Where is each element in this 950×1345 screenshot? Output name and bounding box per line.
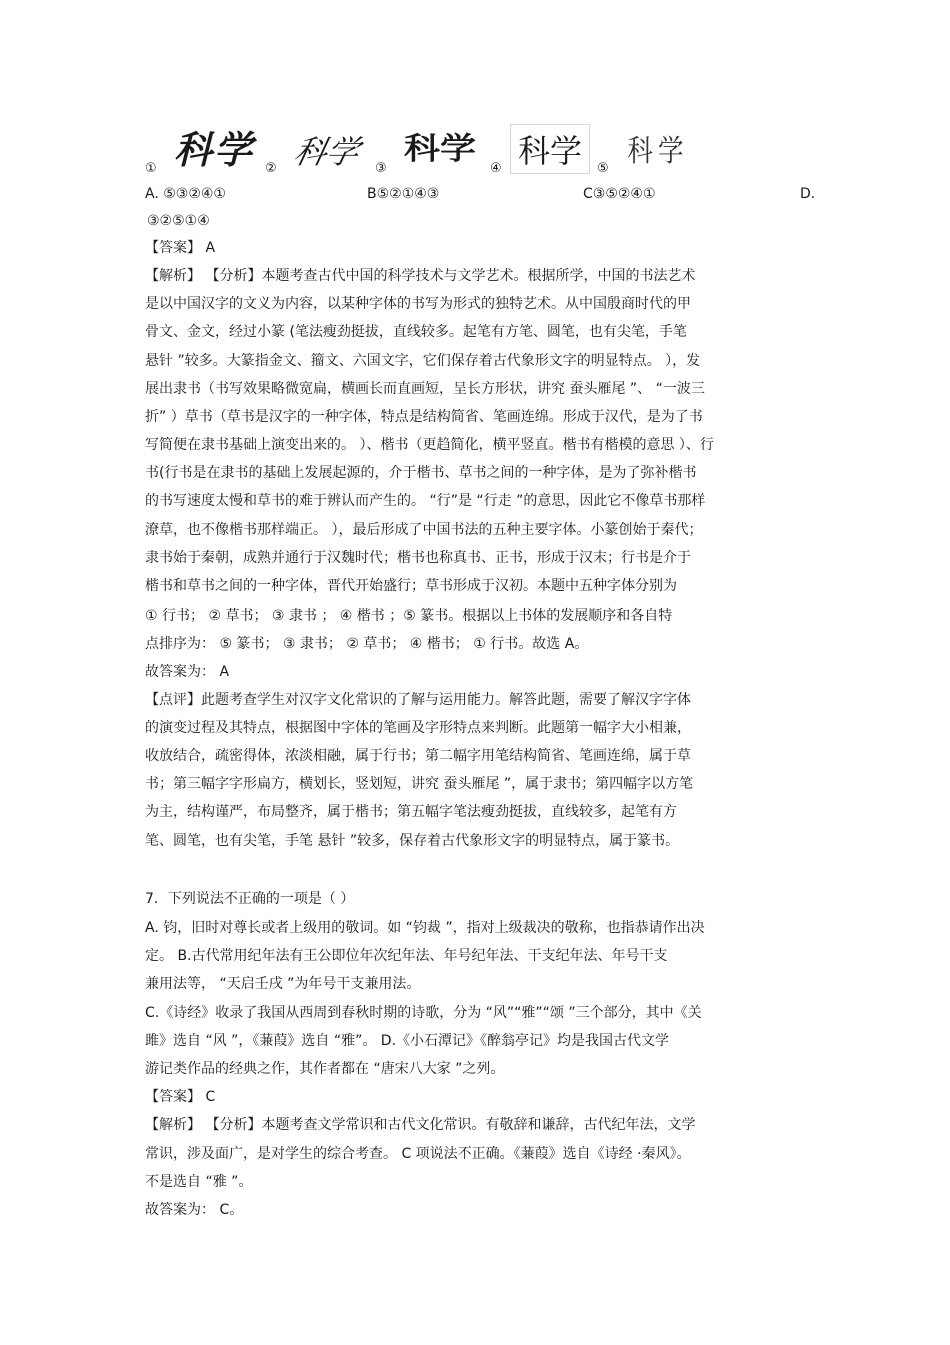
analysis-line: 骨文、金文，经过小篆 (笔法瘦劲挺拔，直线较多。起笔有方笔、圆笔，也有尖笔，手笔 (145, 324, 687, 340)
zhuanshu-image (619, 124, 697, 172)
analysis-line: 潦草，也不像楷书那样端正。 ），最后形成了中国书法的五种主要字体。小篆创始于秦代； (145, 522, 703, 538)
calligraphy-option-2 (265, 118, 375, 178)
analysis-line: 折” ）草书（草书是汉字的一种字体，特点是结构简省、笔画连绵。形成于汉代，是为了书 (145, 409, 703, 425)
analysis-line: 隶书始于秦朝，成熟并通行于汉魏时代；楷书也称真书、正书，形成于汉末；行书是介于 (145, 550, 691, 566)
option-a: A. ⑤③②④① (145, 186, 226, 202)
calligraphy-option-5 (597, 118, 707, 178)
lishu-image (397, 122, 483, 170)
option-number: ② (265, 161, 277, 176)
q7-line: A. 钧，旧时对尊长或者上级用的敬词。如 “钧裁 ”，指对上级裁决的敬称，也指恭请作出决 (145, 920, 705, 936)
xingshu-image (169, 118, 259, 174)
option-d: D. (800, 186, 816, 202)
q7-line: C.《诗经》收录了我国从西周到春秋时期的诗歌，分为 “风”“雅”“颂 ”三个部分，其中《关 (145, 1005, 702, 1021)
calligraphy-text: 科学 (290, 133, 363, 171)
comment-line: 笔、圆笔，也有尖笔，手笔 悬针 ”较多，保存着古代象形文字的明显特点，属于篆书。 (145, 833, 680, 849)
q7-final-answer: 故答案为： C。 (145, 1202, 244, 1218)
analysis-line: 展出隶书（书写效果略微宽扁，横画长而直画短，呈长方形状，讲究 蚕头雁尾 ”、 “一波三 (145, 381, 705, 397)
comment-line: 收放结合，疏密得体，浓淡相融，属于行书；第二幅字用笔结构简省、笔画连绵，属于草 (145, 748, 691, 764)
q6-options (145, 186, 815, 206)
analysis-line: 是以中国汉字的文义为内容，以某种字体的书写为形式的独特艺术。从中国殷商时代的甲 (145, 296, 691, 312)
option-d-continued: ③②⑤①④ (147, 213, 210, 229)
calligraphy-text: 科学 (173, 126, 254, 172)
q7-analysis-line: 不是选自 “雅 ”。 (145, 1174, 253, 1190)
comment-line: 【点评】此题考查学生对汉字文化常识的了解与运用能力。解答此题，需要了解汉字字体 (145, 692, 691, 708)
calligraphy-option-1 (145, 118, 265, 178)
option-c: C③⑤②④① (583, 186, 656, 202)
calligraphy-text: 科学 (517, 132, 582, 170)
analysis-line: 点排序为： ⑤ 篆书； ③ 隶书； ② 草书； ④ 楷书； ① 行书。故选 A。 (145, 636, 589, 652)
analysis-line: 写简便在隶书基础上演变出来的。 ）、楷书（更趋简化，横平竖直。楷书有楷模的意思 ）、行 (145, 437, 714, 453)
q7-line: 游记类作品的经典之作，其作者都在 “唐宋八大家 ”之列。 (145, 1061, 505, 1077)
analysis-line: 悬针 ”较多。大篆指金文、籀文、六国文字，它们保存着古代象形文字的明显特点。 ），发 (145, 353, 701, 369)
analysis-line: ① 行书； ② 草书； ③ 隶书 ； ④ 楷书 ；⑤ 篆书。根据以上书体的发展顺序和各自特 (145, 608, 673, 624)
calligraphy-text: 科学 (627, 134, 689, 169)
calligraphy-option-3 (375, 118, 490, 178)
option-number: ③ (375, 161, 387, 176)
q7-analysis-line: 【解析】 【分析】本题考查文学常识和古代文化常识。有敬辞和谦辞，古代纪年法，文学 (145, 1117, 696, 1133)
option-number: ④ (490, 161, 502, 176)
final-answer-line: 故答案为： A (145, 664, 230, 680)
comment-line: 的演变过程及其特点，根据图中字体的笔画及字形特点来判断。此题第一幅字大小相兼， (145, 720, 691, 736)
analysis-line: 楷书和草书之间的一种字体，晋代开始盛行；草书形成于汉初。本题中五种字体分别为 (145, 578, 677, 594)
caoshu-image (287, 128, 367, 172)
q7-line: 定。 B.古代常用纪年法有王公即位年次纪年法、年号纪年法、干支纪年法、年号干支 (145, 948, 668, 964)
analysis-line: 书(行书是在隶书的基础上发展起源的，介于楷书、草书之间的一种字体，是为了弥补楷书 (145, 465, 697, 481)
q7-analysis-line: 常识，涉及面广，是对学生的综合考查。 C 项说法不正确。《蒹葭》选自《诗经 ·秦风》。 (145, 1146, 691, 1162)
q7-line: 雎》选自 “风 ”，《蒹葭》选自 “雅”。 D.《小石潭记》《醉翁亭记》均是我国古代文学 (145, 1033, 670, 1049)
q7-line: 兼用法等， “天启壬戌 ”为年号干支兼用法。 (145, 976, 421, 992)
calligraphy-text: 科学 (403, 130, 476, 166)
analysis-line: 的书写速度太慢和草书的难于辨认而产生的。 “行”是 “行走 ”的意思，因此它不像草书那样 (145, 493, 706, 509)
option-number: ⑤ (597, 161, 609, 176)
q7-title: 7．下列说法不正确的一项是（ ） (145, 891, 355, 907)
q7-answer: 【答案】 C (145, 1089, 216, 1105)
kaishu-image (510, 124, 590, 174)
analysis-line: 【解析】 【分析】本题考查古代中国的科学技术与文学艺术。根据所学，中国的书法艺术 (145, 268, 696, 284)
option-b: B⑤②①④③ (367, 186, 440, 202)
calligraphy-option-4 (490, 118, 600, 178)
q6-answer: 【答案】 A (145, 240, 216, 256)
option-number: ① (145, 161, 157, 176)
comment-line: 书；第三幅字字形扁方，横划长，竖划短，讲究 蚕头雁尾 ”，属于隶书；第四幅字以方笔 (145, 776, 694, 792)
comment-line: 为主，结构谨严，布局整齐，属于楷书；第五幅字笔法瘦劲挺拔，直线较多，起笔有方 (145, 804, 677, 820)
